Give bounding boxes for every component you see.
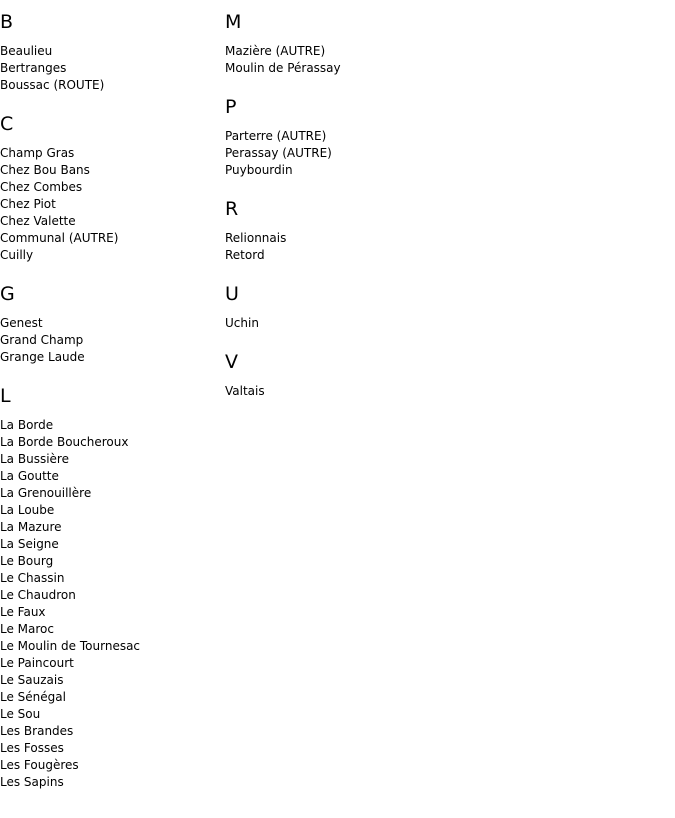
place-link[interactable]: La Bussière	[0, 452, 69, 466]
place-list	[225, 128, 450, 179]
letter-heading: U	[225, 283, 239, 305]
place-link[interactable]: Cuilly	[0, 248, 34, 262]
list-item	[0, 349, 225, 366]
place-link[interactable]: Les Fougères	[0, 758, 79, 772]
place-link[interactable]: Bertranges	[0, 61, 67, 75]
place-link[interactable]: Chez Valette	[0, 214, 76, 228]
letter-section-b	[0, 9, 225, 94]
list-item	[0, 230, 225, 247]
place-link[interactable]: La Grenouillère	[0, 486, 92, 500]
letter-section-v	[225, 349, 450, 400]
letter-section-c	[0, 111, 225, 264]
list-item	[0, 502, 225, 519]
list-item	[0, 417, 225, 434]
place-list	[225, 230, 450, 264]
place-link[interactable]: La Borde Boucheroux	[0, 435, 129, 449]
place-list	[225, 315, 450, 332]
place-list	[0, 145, 225, 264]
place-link[interactable]: Uchin	[225, 316, 259, 330]
place-link[interactable]: Le Sauzais	[0, 673, 64, 687]
list-item	[0, 145, 225, 162]
index-column-left	[0, 9, 225, 808]
letter-heading: C	[0, 113, 14, 135]
list-item	[0, 77, 225, 94]
place-link[interactable]: Le Maroc	[0, 622, 54, 636]
place-link[interactable]: Valtais	[225, 384, 265, 398]
list-item	[225, 43, 450, 60]
place-link[interactable]: Moulin de Pérassay	[225, 61, 341, 75]
place-list	[225, 383, 450, 400]
list-item	[0, 723, 225, 740]
list-item	[0, 774, 225, 791]
list-item	[225, 230, 450, 247]
letter-heading: M	[225, 11, 242, 33]
place-link[interactable]: Grand Champ	[0, 333, 84, 347]
place-link[interactable]: Le Chaudron	[0, 588, 76, 602]
list-item	[0, 247, 225, 264]
place-link[interactable]: Beaulieu	[0, 44, 53, 58]
place-link[interactable]: Chez Piot	[0, 197, 56, 211]
list-item	[0, 672, 225, 689]
place-link[interactable]: Le Sou	[0, 707, 41, 721]
letter-heading: P	[225, 96, 237, 118]
letter-heading: V	[225, 351, 238, 373]
list-item	[225, 128, 450, 145]
place-link[interactable]: Puybourdin	[225, 163, 293, 177]
list-item	[0, 757, 225, 774]
place-link[interactable]: La Mazure	[0, 520, 62, 534]
place-link[interactable]: Communal (AUTRE)	[0, 231, 119, 245]
list-item	[0, 179, 225, 196]
list-item	[0, 621, 225, 638]
place-link[interactable]: La Goutte	[0, 469, 59, 483]
letter-section-l	[0, 383, 225, 791]
list-item	[225, 315, 450, 332]
place-link[interactable]: Genest	[0, 316, 43, 330]
place-link[interactable]: La Borde	[0, 418, 54, 432]
place-link[interactable]: Champ Gras	[0, 146, 75, 160]
place-list	[0, 417, 225, 791]
place-link[interactable]: Mazière (AUTRE)	[225, 44, 326, 58]
place-link[interactable]: Le Chassin	[0, 571, 65, 585]
list-item	[0, 587, 225, 604]
list-item	[0, 196, 225, 213]
letter-heading: L	[0, 385, 11, 407]
place-link[interactable]: Retord	[225, 248, 265, 262]
place-link[interactable]: Chez Bou Bans	[0, 163, 90, 177]
place-link[interactable]: Le Moulin de Tournesac	[0, 639, 141, 653]
place-link[interactable]: Boussac (ROUTE)	[0, 78, 105, 92]
list-item	[0, 689, 225, 706]
list-item	[0, 519, 225, 536]
list-item	[0, 604, 225, 621]
place-list	[0, 43, 225, 94]
list-item	[0, 485, 225, 502]
place-link[interactable]: Les Brandes	[0, 724, 74, 738]
list-item	[225, 383, 450, 400]
list-item	[0, 655, 225, 672]
list-item	[225, 60, 450, 77]
place-link[interactable]: Le Faux	[0, 605, 46, 619]
letter-section-u	[225, 281, 450, 332]
letter-section-m	[225, 9, 450, 77]
letter-section-p	[225, 94, 450, 179]
list-item	[0, 706, 225, 723]
list-item	[0, 553, 225, 570]
place-link[interactable]: Les Sapins	[0, 775, 64, 789]
list-item	[0, 43, 225, 60]
place-list	[225, 43, 450, 77]
place-list	[0, 315, 225, 366]
place-link[interactable]: La Seigne	[0, 537, 59, 551]
place-link[interactable]: Les Fosses	[0, 741, 64, 755]
letter-heading: G	[0, 283, 15, 305]
place-link[interactable]: Relionnais	[225, 231, 287, 245]
place-link[interactable]: Grange Laude	[0, 350, 85, 364]
letter-heading: R	[225, 198, 239, 220]
list-item	[0, 570, 225, 587]
list-item	[225, 162, 450, 179]
place-link[interactable]: Chez Combes	[0, 180, 83, 194]
list-item	[0, 638, 225, 655]
list-item	[0, 434, 225, 451]
list-item	[225, 247, 450, 264]
letter-section-r	[225, 196, 450, 264]
list-item	[0, 332, 225, 349]
place-link[interactable]: Le Bourg	[0, 554, 54, 568]
list-item	[0, 213, 225, 230]
index-column-right	[225, 9, 450, 417]
list-item	[0, 162, 225, 179]
list-item	[0, 315, 225, 332]
place-link[interactable]: Parterre (AUTRE)	[225, 129, 327, 143]
list-item	[0, 536, 225, 553]
letter-section-g	[0, 281, 225, 366]
place-link[interactable]: La Loube	[0, 503, 55, 517]
list-item	[0, 740, 225, 757]
list-item	[0, 60, 225, 77]
list-item	[225, 145, 450, 162]
place-link[interactable]: Le Sénégal	[0, 690, 66, 704]
place-link[interactable]: Perassay (AUTRE)	[225, 146, 332, 160]
place-link[interactable]: Le Paincourt	[0, 656, 74, 670]
list-item	[0, 468, 225, 485]
letter-heading: B	[0, 11, 14, 33]
list-item	[0, 451, 225, 468]
